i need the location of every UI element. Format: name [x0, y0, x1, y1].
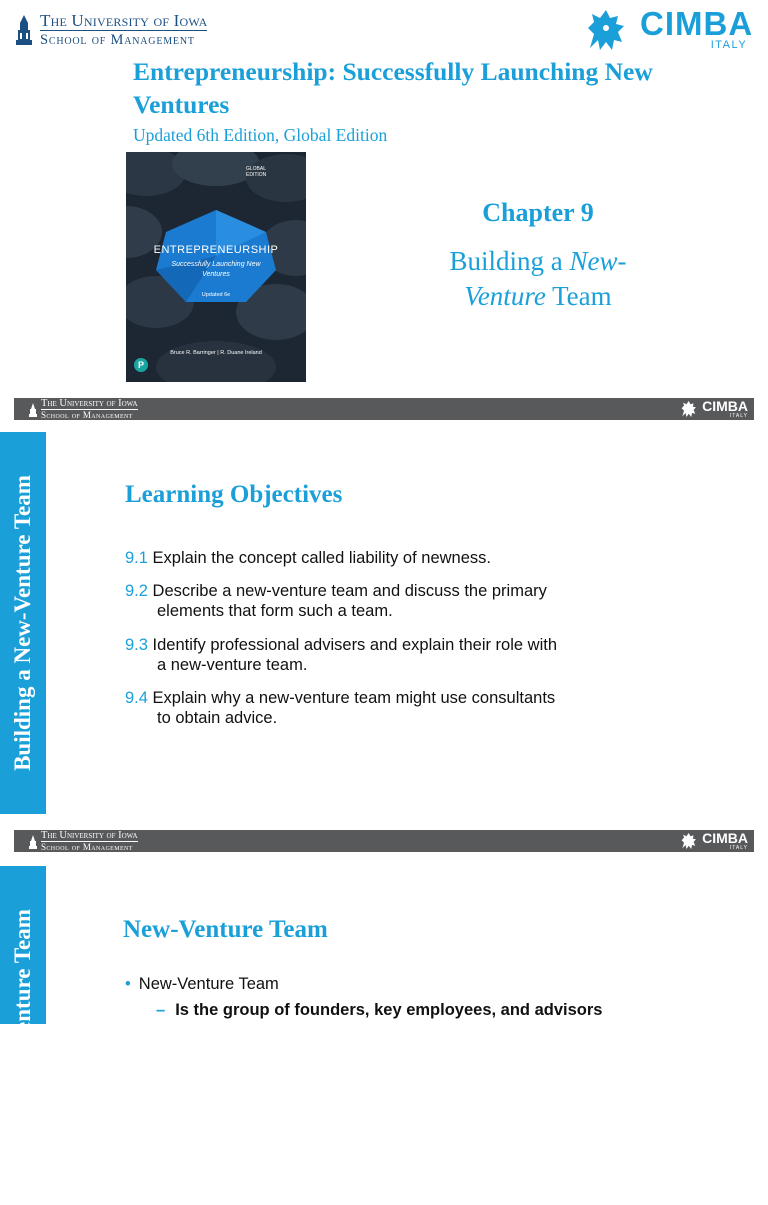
- slide-heading: Learning Objectives: [125, 481, 343, 508]
- objective-item: [125, 635, 645, 675]
- slide-header-bar: [14, 830, 754, 852]
- objective-number: 9.3: [125, 636, 148, 654]
- cimba-logo: [584, 5, 754, 52]
- lion-icon: [680, 400, 700, 418]
- objective-text-cont: a new-venture team.: [157, 656, 308, 674]
- title-slide: [0, 0, 768, 398]
- uiowa-logo-small: [28, 831, 138, 852]
- edition-text: Updated 6th Edition, Global Edition: [133, 125, 388, 145]
- cimba-logo-small: [680, 831, 748, 851]
- cimba-logo-small: [680, 399, 748, 419]
- old-capitol-icon: [28, 402, 38, 418]
- uiowa-name-small: The University of Iowa: [41, 398, 138, 409]
- uiowa-logo: [14, 12, 207, 48]
- chapter-title: [420, 244, 656, 314]
- objective-text: Explain the concept called liability of newness.: [152, 549, 491, 567]
- cimba-italy-small: ITALY: [729, 845, 748, 851]
- side-label-bar: [0, 866, 46, 1205]
- objective-text: Describe a new-venture team and discuss the primary: [152, 582, 547, 600]
- uiowa-school: School of Management: [40, 30, 207, 48]
- uiowa-name-small: The University of Iowa: [41, 830, 138, 841]
- side-label: Building a New-Venture Team: [10, 909, 35, 1205]
- cover-badge: GLOBAL EDITION: [246, 166, 267, 178]
- cover-authors: Bruce R. Barringer | R. Duane Ireland: [170, 350, 262, 356]
- objective-item: [125, 548, 645, 568]
- cimba-italy: ITALY: [710, 39, 748, 51]
- uiowa-name: The University of Iowa: [40, 11, 208, 30]
- cover-subtitle: Successfully Launching New Ventures: [171, 261, 261, 278]
- lion-icon: [680, 832, 700, 850]
- book-cover: [126, 152, 306, 382]
- side-label: Building a New-Venture Team: [10, 475, 35, 771]
- bullet-text: New-Venture Team: [138, 975, 279, 993]
- cimba-italy-small: ITALY: [729, 413, 748, 419]
- bullet-item: [125, 975, 279, 994]
- cimba-wordmark-small: CIMBA: [702, 830, 748, 846]
- uiowa-school-small: School of Management: [41, 409, 138, 420]
- uiowa-school-small: School of Management: [41, 841, 138, 852]
- objective-number: 9.2: [125, 582, 148, 600]
- objective-text: Explain why a new-venture team might use consultants: [152, 689, 556, 707]
- old-capitol-icon: [14, 14, 34, 46]
- cimba-wordmark: CIMBA: [640, 5, 754, 42]
- chapter-title-italic: New-: [569, 246, 627, 276]
- cover-updated: Updated 6e: [201, 292, 231, 298]
- lion-icon: [584, 8, 634, 52]
- objective-item: [125, 688, 645, 728]
- objective-text-cont: elements that form such a team.: [157, 602, 393, 620]
- chapter-title-part-2: Team: [545, 281, 612, 311]
- objective-number: 9.1: [125, 549, 148, 567]
- chapter-title-italic-2: Venture: [464, 281, 546, 311]
- slide-header-bar: [14, 398, 754, 420]
- bullet-dot-icon: •: [125, 975, 131, 993]
- objective-item: [125, 581, 645, 621]
- chapter-title-part: Building a: [449, 246, 570, 276]
- dash-icon: –: [156, 1001, 166, 1019]
- side-label-bar: [0, 432, 46, 814]
- sub-bullet-item: [156, 1000, 676, 1020]
- uiowa-logo-small: [28, 399, 138, 420]
- cimba-wordmark-small: CIMBA: [702, 398, 748, 414]
- publisher-logo: [134, 358, 148, 372]
- publisher-mark: P: [137, 360, 144, 370]
- old-capitol-icon: [28, 834, 38, 850]
- sub-bullet-text: Is the group of founders, key employees, and advisors: [175, 1001, 603, 1019]
- objective-number: 9.4: [125, 689, 148, 707]
- slide-heading: New-Venture Team: [123, 916, 328, 943]
- cover-title: ENTREPRENEURSHIP: [153, 244, 279, 256]
- book-title: Entrepreneurship: Successfully Launching New Ventures: [133, 57, 653, 119]
- objective-text: Identify professional advisers and explain their role with: [152, 636, 557, 654]
- objective-text-cont: to obtain advice.: [157, 709, 278, 727]
- chapter-number: Chapter 9: [482, 198, 594, 227]
